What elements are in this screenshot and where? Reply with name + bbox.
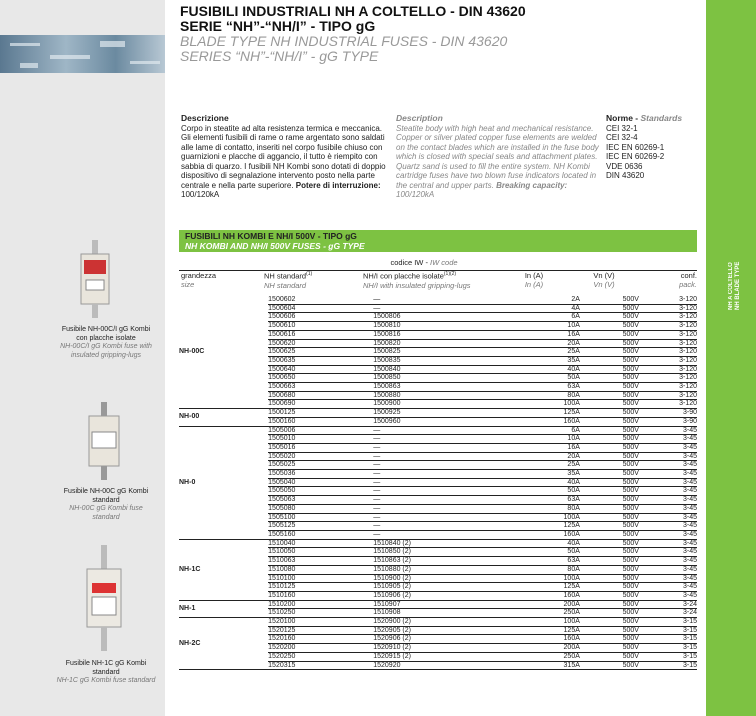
table-cell: 1500606 — [268, 313, 373, 322]
table-cell: 3-45 — [645, 470, 697, 479]
table-cell: 500V — [592, 322, 645, 331]
table-row — [179, 409, 697, 418]
table-row — [179, 618, 697, 627]
page-header — [180, 4, 700, 64]
table-cell: 1500125 — [268, 409, 373, 418]
table-cell: 2A — [514, 296, 591, 304]
table-cell: 16A — [514, 330, 591, 339]
table-cell: 100A — [514, 513, 591, 522]
table-cell: — — [373, 426, 514, 435]
standard-item: IEC EN 60269-2 — [606, 152, 665, 161]
table-cell: 1500602 — [268, 296, 373, 304]
table-cell: 35A — [514, 470, 591, 479]
table-cell: 500V — [592, 557, 645, 566]
table-cell: 50A — [514, 374, 591, 383]
table-cell: 1500680 — [268, 391, 373, 400]
table-cell: 3-15 — [645, 618, 697, 627]
table-cell: 3-15 — [645, 661, 697, 670]
table-cell: 125A — [514, 409, 591, 418]
table-cell: 1500825 — [373, 348, 514, 357]
table-cell: 1505020 — [268, 452, 373, 461]
table-cell: 1505050 — [268, 487, 373, 496]
table-cell: 1510906 (2) — [373, 591, 514, 600]
table-cell: — — [373, 304, 514, 313]
table-cell: 1510080 — [268, 565, 373, 574]
table-cell: 500V — [592, 609, 645, 618]
table-cell: 1510907 — [373, 600, 514, 609]
table-cell: 3-45 — [645, 426, 697, 435]
table-cell: 1510125 — [268, 583, 373, 592]
table-cell: 1505010 — [268, 435, 373, 444]
table-cell: 1520910 (2) — [373, 644, 514, 653]
table-cell: 3-120 — [645, 313, 697, 322]
table-cell: 500V — [592, 574, 645, 583]
table-cell: 25A — [514, 461, 591, 470]
table-cell: 63A — [514, 557, 591, 566]
table-cell: 1500663 — [268, 383, 373, 392]
table-cell: 1500625 — [268, 348, 373, 357]
table-row — [179, 426, 697, 435]
fuse-nh00c-i-image — [78, 240, 112, 318]
table-cell: 500V — [592, 600, 645, 609]
table-cell: 500V — [592, 365, 645, 374]
table-cell: — — [373, 478, 514, 487]
table-cell: 3-45 — [645, 591, 697, 600]
table-cell: 1510908 — [373, 609, 514, 618]
table-cell: — — [373, 296, 514, 304]
table-cell: 1500863 — [373, 383, 514, 392]
table-cell: 500V — [592, 583, 645, 592]
fuse-nh1c-image — [84, 545, 124, 651]
table-cell: 500V — [592, 452, 645, 461]
standards-list: Norme - Standards CEI 32-1 CEI 32-4 IEC EN 60269-1 IEC EN 60269-2 VDE 0636 DIN 43620 — [606, 114, 706, 181]
size-cell: NH-1C — [179, 539, 268, 600]
table-row — [179, 296, 697, 304]
table-cell: 3-15 — [645, 626, 697, 635]
table-cell: 3-45 — [645, 478, 697, 487]
table-cell: 200A — [514, 644, 591, 653]
table-cell: 500V — [592, 644, 645, 653]
size-cell: NH-1 — [179, 600, 268, 617]
table-cell: 1510050 — [268, 548, 373, 557]
table-cell: 1500820 — [373, 339, 514, 348]
table-cell: 1510063 — [268, 557, 373, 566]
table-cell: 500V — [592, 504, 645, 513]
table-cell: 3-45 — [645, 530, 697, 539]
table-cell: 3-120 — [645, 304, 697, 313]
table-cell: 1510850 (2) — [373, 548, 514, 557]
side-tab-label: NH A COLTELLO NH BLADE TYPE — [728, 261, 741, 310]
table-cell: 1510863 (2) — [373, 557, 514, 566]
table-cell: 1500610 — [268, 322, 373, 331]
size-cell: NH-2C — [179, 618, 268, 670]
table-cell: 3-120 — [645, 348, 697, 357]
table-cell: — — [373, 452, 514, 461]
table-cell: 10A — [514, 435, 591, 444]
table-cell: 1500640 — [268, 365, 373, 374]
table-cell: 500V — [592, 513, 645, 522]
table-cell: 500V — [592, 635, 645, 644]
table-cell: 500V — [592, 661, 645, 670]
table-cell: 63A — [514, 496, 591, 505]
table-cell: 125A — [514, 583, 591, 592]
caption-1: Fusibile NH-00C/I gG Kombi con placche isolate NH-00C/I gG Kombi fuse with insulated gripping-lugs — [60, 326, 152, 359]
size-cell: NH-0 — [179, 426, 268, 539]
title-it-2: SERIE “NH”-“NH/I” - TIPO gG — [180, 18, 376, 34]
table-cell: 1505080 — [268, 504, 373, 513]
table-cell: 1520905 (2) — [373, 626, 514, 635]
table-cell: 500V — [592, 565, 645, 574]
table-cell: 1510880 (2) — [373, 565, 514, 574]
table-cell: 1500604 — [268, 304, 373, 313]
table-cell: 20A — [514, 452, 591, 461]
table-cell: 3-15 — [645, 652, 697, 661]
table-cell: 1500960 — [373, 417, 514, 426]
table-cell: 1505160 — [268, 530, 373, 539]
table-cell: 500V — [592, 435, 645, 444]
table-title: FUSIBILI NH KOMBI E NH/I 500V - TIPO gG NH KOMBI AND NH/I 500V FUSES - gG TYPE — [179, 230, 697, 252]
table-cell: 160A — [514, 530, 591, 539]
table-cell: 50A — [514, 548, 591, 557]
table-cell: 1520906 (2) — [373, 635, 514, 644]
table-cell: 3-120 — [645, 322, 697, 331]
table-cell: 1500810 — [373, 322, 514, 331]
table-cell: 125A — [514, 522, 591, 531]
table-cell: 25A — [514, 348, 591, 357]
standard-item: DIN 43620 — [606, 171, 645, 180]
table-cell: 1510100 — [268, 574, 373, 583]
table-cell: 160A — [514, 417, 591, 426]
table-cell: 125A — [514, 626, 591, 635]
table-cell: — — [373, 461, 514, 470]
table-cell: 3-120 — [645, 296, 697, 304]
table-cell: 1500840 — [373, 365, 514, 374]
table-cell: 500V — [592, 330, 645, 339]
table-cell: 160A — [514, 591, 591, 600]
table-cell: 3-15 — [645, 644, 697, 653]
table-cell: 500V — [592, 339, 645, 348]
table-cell: 3-45 — [645, 522, 697, 531]
table-cell: 1520200 — [268, 644, 373, 653]
table-cell: 40A — [514, 478, 591, 487]
table-cell: 3-45 — [645, 452, 697, 461]
table-cell: 3-45 — [645, 443, 697, 452]
table-cell: 1500816 — [373, 330, 514, 339]
table-cell: 500V — [592, 478, 645, 487]
table-cell: 3-24 — [645, 609, 697, 618]
table-cell: 160A — [514, 635, 591, 644]
table-cell: 500V — [592, 426, 645, 435]
table-cell: 1510840 (2) — [373, 539, 514, 548]
table-cell: 3-24 — [645, 600, 697, 609]
standard-item: CEI 32-4 — [606, 133, 638, 142]
table-cell: 1520160 — [268, 635, 373, 644]
table-cell: 3-90 — [645, 417, 697, 426]
table-cell: 3-120 — [645, 365, 697, 374]
table-cell: 250A — [514, 609, 591, 618]
table-cell: 500V — [592, 391, 645, 400]
table-cell: 1500900 — [373, 400, 514, 409]
table-cell: 500V — [592, 487, 645, 496]
table-cell: — — [373, 504, 514, 513]
table-row — [179, 600, 697, 609]
table-row — [179, 539, 697, 548]
table-cell: 1510200 — [268, 600, 373, 609]
standard-item: VDE 0636 — [606, 161, 643, 171]
fuse-table — [179, 296, 697, 670]
table-cell: 6A — [514, 426, 591, 435]
table-cell: 3-45 — [645, 583, 697, 592]
table-cell: 40A — [514, 365, 591, 374]
table-cell: 1520915 (2) — [373, 652, 514, 661]
table-cell: 500V — [592, 348, 645, 357]
table-cell: 500V — [592, 374, 645, 383]
table-cell: 3-45 — [645, 435, 697, 444]
table-cell: 3-45 — [645, 539, 697, 548]
table-cell: 35A — [514, 356, 591, 365]
table-cell: 500V — [592, 530, 645, 539]
table-cell: 3-45 — [645, 574, 697, 583]
table-cell: 1500160 — [268, 417, 373, 426]
table-cell: 500V — [592, 539, 645, 548]
table-cell: 1500806 — [373, 313, 514, 322]
table-cell: 3-120 — [645, 374, 697, 383]
table-cell: 3-120 — [645, 339, 697, 348]
green-side-bar — [706, 0, 756, 716]
table-cell: 500V — [592, 496, 645, 505]
size-cell: NH-00 — [179, 409, 268, 426]
table-cell: 3-45 — [645, 504, 697, 513]
table-cell: 80A — [514, 504, 591, 513]
table-cell: — — [373, 487, 514, 496]
table-cell: 250A — [514, 652, 591, 661]
table-cell: — — [373, 435, 514, 444]
table-cell: 1500925 — [373, 409, 514, 418]
table-cell: 80A — [514, 391, 591, 400]
table-cell: 1505025 — [268, 461, 373, 470]
table-cell: 500V — [592, 522, 645, 531]
table-cell: 6A — [514, 313, 591, 322]
standard-item: IEC EN 60269-1 — [606, 142, 665, 152]
table-cell: — — [373, 530, 514, 539]
table-cell: 1505036 — [268, 470, 373, 479]
table-cell: 3-45 — [645, 565, 697, 574]
table-cell: — — [373, 522, 514, 531]
title-it-1: FUSIBILI INDUSTRIALI NH A COLTELLO - DIN 43620 — [180, 3, 526, 19]
table-cell: 3-45 — [645, 557, 697, 566]
table-cell: 1505006 — [268, 426, 373, 435]
table-cell: 3-45 — [645, 548, 697, 557]
table-cell: 80A — [514, 565, 591, 574]
description-en: Description Steatite body with high heat and mechanical resistance. Copper or silver plated copper fuse elements are welded on the contact blades which are installed in the fuse body which is closed with special seals and attachment plates. Quartz sand is used to fill the entire system. NH Kombi cartridge fuses have two blown fuse indicators located in the central and upper parts. Breaking capacity: 100/120kA — [396, 113, 599, 199]
table-cell: 100A — [514, 400, 591, 409]
table-cell: 500V — [592, 400, 645, 409]
table-cell: 1520900 (2) — [373, 618, 514, 627]
table-cell: 100A — [514, 574, 591, 583]
table-cell: 500V — [592, 443, 645, 452]
table-cell: 16A — [514, 443, 591, 452]
standard-item: CEI 32-1 — [606, 123, 638, 133]
table-cell: 315A — [514, 661, 591, 670]
table-cell: 500V — [592, 652, 645, 661]
table-cell: 3-120 — [645, 383, 697, 392]
table-cell: 1500690 — [268, 400, 373, 409]
table-cell: 500V — [592, 591, 645, 600]
table-cell: 1505125 — [268, 522, 373, 531]
title-en-1: BLADE TYPE NH INDUSTRIAL FUSES - DIN 43620 — [180, 33, 508, 49]
table-cell: 1520125 — [268, 626, 373, 635]
table-cell: 1520315 — [268, 661, 373, 670]
table-cell: 500V — [592, 618, 645, 627]
table-cell: 3-120 — [645, 391, 697, 400]
table-cell: 1500835 — [373, 356, 514, 365]
table-cell: 1500650 — [268, 374, 373, 383]
table-cell: 1505016 — [268, 443, 373, 452]
size-cell: NH-00C — [179, 296, 268, 409]
title-en-2: SERIES “NH”-“NH/I” - gG TYPE — [180, 48, 379, 64]
table-cell: — — [373, 443, 514, 452]
table-cell: 1500880 — [373, 391, 514, 400]
table-cell: 500V — [592, 356, 645, 365]
table-cell: 1520250 — [268, 652, 373, 661]
fuse-nh00c-image — [86, 402, 122, 480]
table-cell: 1510160 — [268, 591, 373, 600]
table-cell: 3-45 — [645, 513, 697, 522]
table-cell: 3-90 — [645, 409, 697, 418]
table-cell: 1505040 — [268, 478, 373, 487]
caption-2: Fusibile NH-00C gG Kombi standard NH-00C gG Kombi fuse standard — [63, 488, 149, 521]
table-cell: 4A — [514, 304, 591, 313]
table-cell: 500V — [592, 409, 645, 418]
table-cell: 200A — [514, 600, 591, 609]
table-cell: 20A — [514, 339, 591, 348]
table-cell: 100A — [514, 618, 591, 627]
table-cell: 3-120 — [645, 400, 697, 409]
table-cell: 1520920 — [373, 661, 514, 670]
description-it: Descrizione Corpo in steatite ad alta resistenza termica e meccanica. Gli elementi fusibili di rame o rame argentato sono saldati alle lame di contatto, inseriti nel corpo fusibile chiuso con guarnizioni e placche di aggancio, il tutto è riempito con sabbia di quarzo. I fusibili NH Kombi sono dotati di doppio dispositivo di segnalazione intervento posto nella parte centrale e nella parte superiore. Potere di interruzione: 100/120kA — [181, 113, 386, 199]
caption-3: Fusibile NH-1C gG Kombi standard NH-1C gG Kombi fuse standard — [56, 660, 156, 684]
table-cell: 1510900 (2) — [373, 574, 514, 583]
table-cell: 500V — [592, 548, 645, 557]
table-cell: 1520100 — [268, 618, 373, 627]
table-cell: 1500616 — [268, 330, 373, 339]
table-cell: 500V — [592, 461, 645, 470]
table-cell: 500V — [592, 417, 645, 426]
table-cell: 3-15 — [645, 635, 697, 644]
table-cell: — — [373, 470, 514, 479]
circuit-banner-image — [0, 35, 165, 73]
table-cell: 500V — [592, 304, 645, 313]
table-cell: 1505100 — [268, 513, 373, 522]
table-cell: 1500620 — [268, 339, 373, 348]
table-cell: 3-120 — [645, 356, 697, 365]
table-cell: 500V — [592, 296, 645, 304]
table-cell: 10A — [514, 322, 591, 331]
table-cell: 500V — [592, 626, 645, 635]
table-cell: 1510250 — [268, 609, 373, 618]
table-cell: — — [373, 513, 514, 522]
table-cell: 1510905 (2) — [373, 583, 514, 592]
table-cell: 3-45 — [645, 496, 697, 505]
table-cell: 1510040 — [268, 539, 373, 548]
table-cell: 3-45 — [645, 487, 697, 496]
table-cell: 40A — [514, 539, 591, 548]
table-cell: 1500850 — [373, 374, 514, 383]
table-cell: 500V — [592, 470, 645, 479]
table-cell: 500V — [592, 383, 645, 392]
table-cell: — — [373, 496, 514, 505]
table-cell: 50A — [514, 487, 591, 496]
table-cell: 3-45 — [645, 461, 697, 470]
table-cell: 500V — [592, 313, 645, 322]
table-cell: 3-120 — [645, 330, 697, 339]
table-cell: 1500635 — [268, 356, 373, 365]
table-cell: 63A — [514, 383, 591, 392]
table-cell: 1505063 — [268, 496, 373, 505]
